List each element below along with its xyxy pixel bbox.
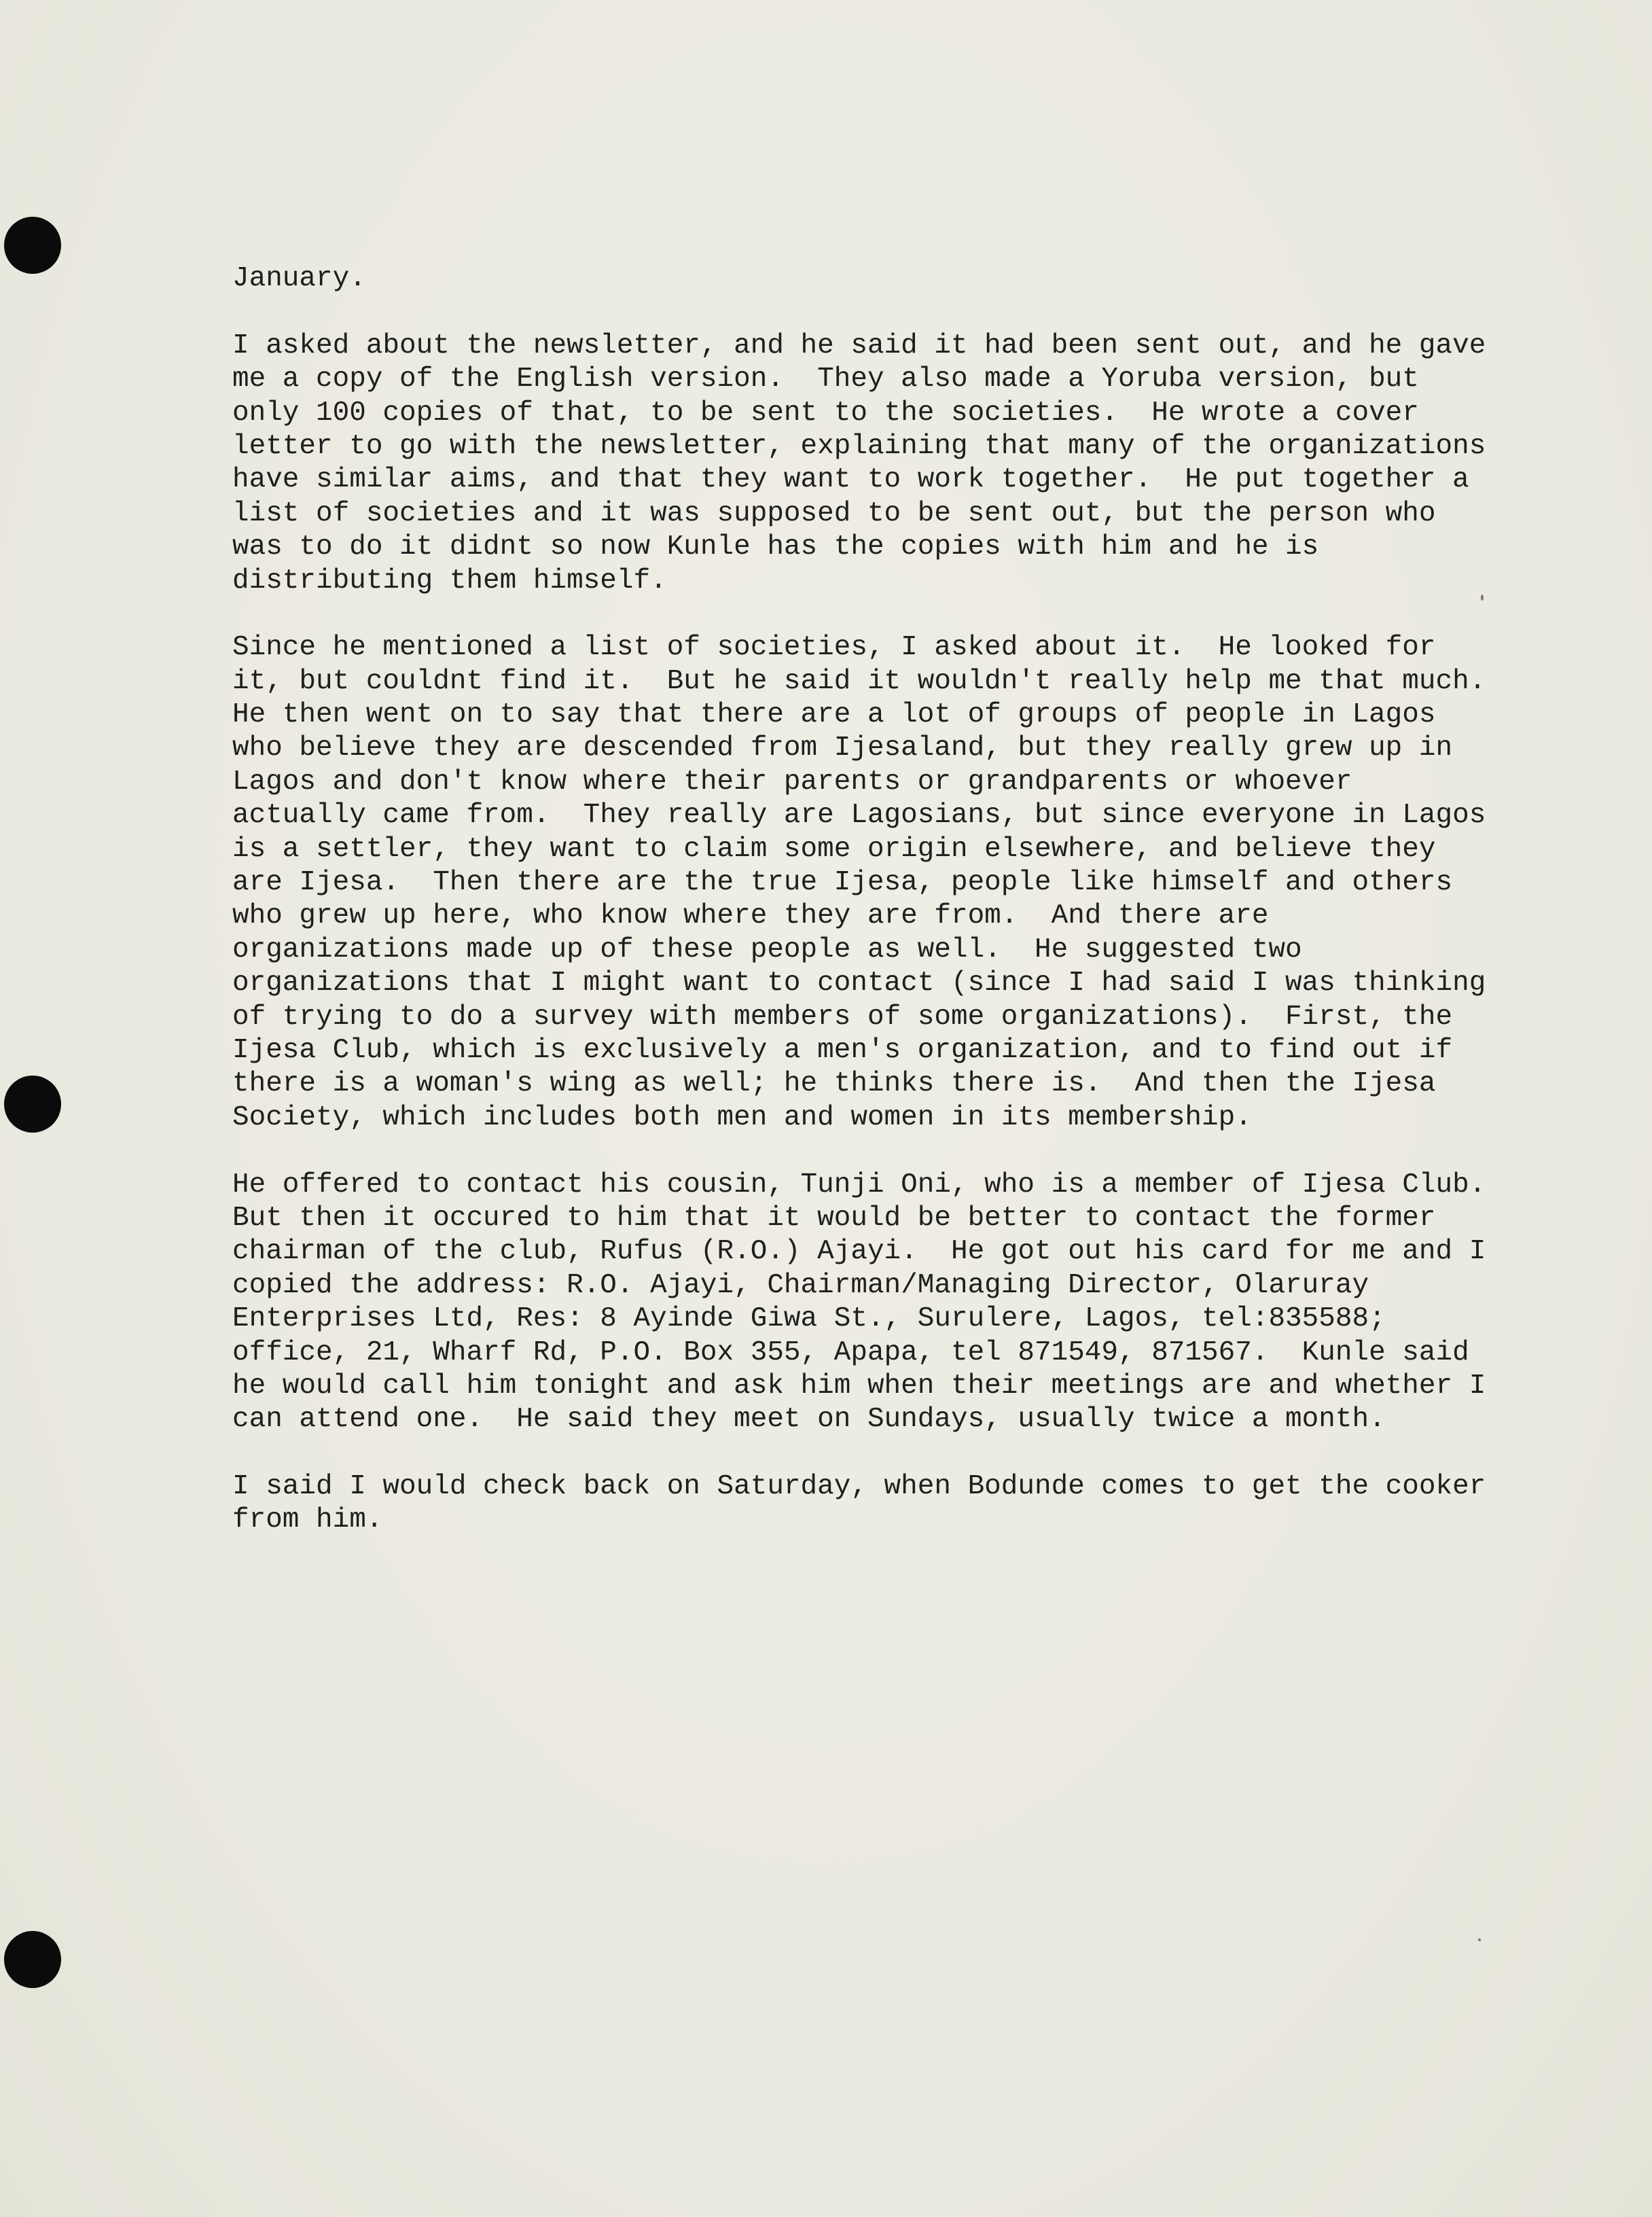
text-line: copied the address: R.O. Ajayi, Chairman/Managing Director, Olaruray [232, 1269, 1369, 1301]
paper-speck [1478, 1938, 1481, 1941]
text-line: me a copy of the English version. They also made a Yoruba version, but [232, 363, 1419, 395]
text-line: But then it occured to him that it would be better to contact the former [232, 1202, 1436, 1234]
paragraph [232, 631, 1523, 1135]
punch-hole-bottom [4, 1931, 61, 1988]
text-line: January. [232, 263, 366, 294]
text-line: Enterprises Ltd, Res: 8 Ayinde Giwa St., Surulere, Lagos, tel:835588; [232, 1303, 1386, 1335]
text-line: Lagos and don't know where their parents or grandparents or whoever [232, 766, 1352, 798]
punch-hole-middle [4, 1076, 61, 1133]
text-line: Society, which includes both men and women in its membership. [232, 1101, 1252, 1133]
text-line: it, but couldnt find it. But he said it wouldn't really help me that much. [232, 665, 1486, 697]
text-line: was to do it didnt so now Kunle has the copies with him and he is [232, 531, 1319, 563]
text-line: chairman of the club, Rufus (R.O.) Ajayi. He got out his card for me and I [232, 1236, 1486, 1268]
typed-text-body [232, 262, 1523, 1571]
text-line: there is a woman's wing as well; he thinks there is. And then the Ijesa [232, 1068, 1436, 1100]
text-line: he would call him tonight and ask him when their meetings are and whether I [232, 1370, 1486, 1402]
text-line: who grew up here, who know where they are from. And there are [232, 900, 1269, 932]
text-line: He then went on to say that there are a lot of groups of people in Lagos [232, 699, 1436, 731]
text-line: I asked about the newsletter, and he said it had been sent out, and he gave [232, 330, 1486, 361]
paragraph [232, 1470, 1523, 1538]
text-line: only 100 copies of that, to be sent to the societies. He wrote a cover [232, 397, 1419, 429]
text-line: have similar aims, and that they want to work together. He put together a [232, 464, 1469, 496]
text-line: office, 21, Wharf Rd, P.O. Box 355, Apapa, tel 871549, 871567. Kunle said [232, 1336, 1469, 1368]
text-line: He offered to contact his cousin, Tunji Oni, who is a member of Ijesa Club. [232, 1169, 1486, 1201]
text-line: can attend one. He said they meet on Sundays, usually twice a month. [232, 1404, 1386, 1436]
text-line: distributing them himself. [232, 565, 667, 597]
text-line: organizations made up of these people as well. He suggested two [232, 934, 1302, 965]
text-line: I said I would check back on Saturday, when Bodunde comes to get the cooker [232, 1471, 1486, 1503]
text-line: is a settler, they want to claim some origin elsewhere, and believe they [232, 833, 1436, 865]
text-line: letter to go with the newsletter, explaining that many of the organizations [232, 430, 1486, 462]
punch-hole-top [4, 217, 61, 274]
text-line: who believe they are descended from Ijesaland, but they really grew up in [232, 732, 1453, 764]
text-line: list of societies and it was supposed to be sent out, but the person who [232, 497, 1436, 529]
text-line: Since he mentioned a list of societies, I asked about it. He looked for [232, 632, 1436, 664]
paragraph [232, 330, 1523, 598]
paragraph [232, 1169, 1523, 1437]
paragraph [232, 262, 1523, 296]
text-line: actually came from. They really are Lagosians, but since everyone in Lagos [232, 800, 1486, 832]
text-line: from him. [232, 1504, 383, 1536]
text-line: Ijesa Club, which is exclusively a men's organization, and to find out if [232, 1034, 1453, 1066]
text-line: are Ijesa. Then there are the true Ijesa, people like himself and others [232, 867, 1453, 899]
text-line: of trying to do a survey with members of some organizations). First, the [232, 1001, 1453, 1033]
text-line: organizations that I might want to contact (since I had said I was thinking [232, 968, 1486, 999]
